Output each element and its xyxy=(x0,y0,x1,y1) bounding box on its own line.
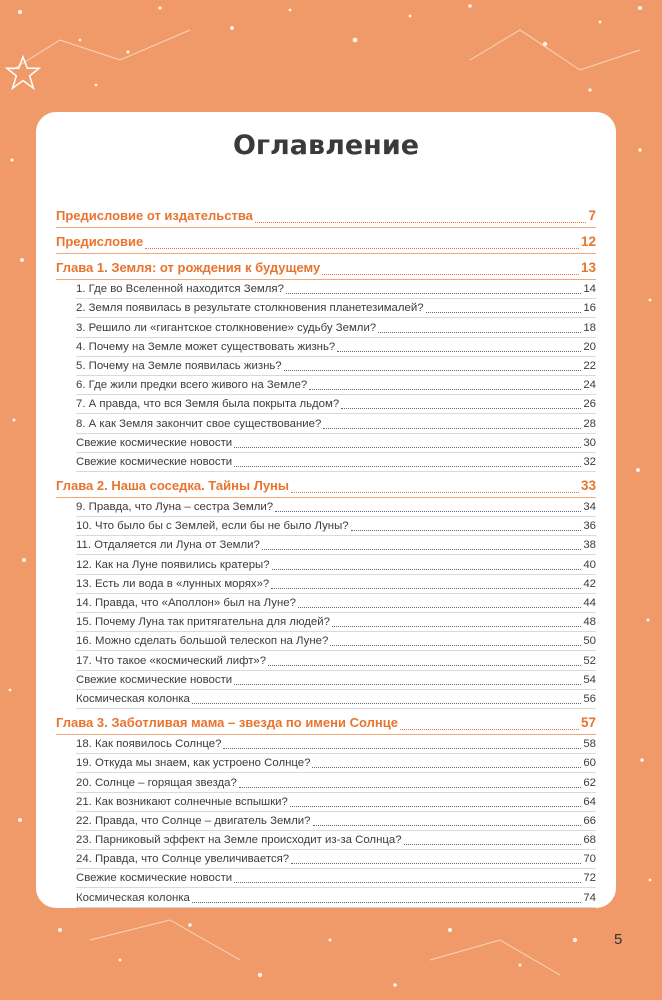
toc-entry-page: 24 xyxy=(583,379,596,392)
dot-leader xyxy=(192,902,581,903)
toc-entry-page: 36 xyxy=(583,520,596,533)
toc-entry-title: 6. Где жили предки всего живого на Земле? xyxy=(76,379,308,392)
toc-item-entry[interactable] xyxy=(76,793,596,812)
toc-entry-page: 26 xyxy=(583,398,596,411)
dot-leader xyxy=(234,447,581,448)
toc-entry-title: Свежие космические новости xyxy=(76,673,233,686)
toc-chapter-entry[interactable] xyxy=(56,709,596,735)
toc-entry-title: Свежие космические новости xyxy=(76,455,233,468)
toc-entry-page: 66 xyxy=(583,814,596,827)
toc-entry-page: 14 xyxy=(583,283,596,296)
dot-leader xyxy=(298,607,581,608)
toc-item-entry[interactable] xyxy=(76,735,596,754)
toc-item-entry[interactable] xyxy=(76,651,596,670)
dot-leader xyxy=(284,370,582,371)
toc-entry-title: 18. Как появилось Солнце? xyxy=(76,738,222,751)
toc-entry-title: Космическая колонка xyxy=(76,692,190,705)
toc-chapter-entry[interactable] xyxy=(56,254,596,280)
dot-leader xyxy=(286,293,581,294)
dot-leader xyxy=(378,332,581,333)
dot-leader xyxy=(192,703,581,704)
toc-entry-title: 11. Отдаляется ли Луна от Земли? xyxy=(76,539,260,552)
toc-entry-title: 24. Правда, что Солнце увеличивается? xyxy=(76,853,290,866)
dot-leader xyxy=(291,492,579,493)
dot-leader xyxy=(332,626,581,627)
toc-item-entry[interactable] xyxy=(76,812,596,831)
dot-leader xyxy=(145,248,579,249)
toc-entry-title: 19. Откуда мы знаем, как устроено Солнце? xyxy=(76,757,311,770)
toc-entry-page: 42 xyxy=(583,577,596,590)
toc-entry-page: 40 xyxy=(583,558,596,571)
toc-entry-page: 58 xyxy=(583,738,596,751)
toc-entry-title: 5. Почему на Земле появилась жизнь? xyxy=(76,359,282,372)
toc-entry-page: 52 xyxy=(583,654,596,667)
toc-item-entry[interactable] xyxy=(76,517,596,536)
toc-entry-title: 20. Солнце – горящая звезда? xyxy=(76,776,237,789)
dot-leader xyxy=(239,787,582,788)
toc-entry-page: 68 xyxy=(583,834,596,847)
toc-entry-page: 62 xyxy=(583,776,596,789)
toc-entry-page: 50 xyxy=(583,635,596,648)
dot-leader xyxy=(234,882,581,883)
dot-leader xyxy=(268,665,581,666)
dot-leader xyxy=(404,844,582,845)
dot-leader xyxy=(313,825,582,826)
dot-leader xyxy=(400,729,579,730)
toc-entry-title: 2. Земля появилась в результате столкновения планетезималей? xyxy=(76,302,424,315)
toc-entry-page: 12 xyxy=(580,234,596,249)
toc-entry-title: 4. Почему на Земле может существовать жизнь? xyxy=(76,340,336,353)
dot-leader xyxy=(312,767,581,768)
toc-entry-page: 57 xyxy=(580,714,596,730)
dot-leader xyxy=(330,645,581,646)
toc-entry-page: 70 xyxy=(583,853,596,866)
toc-item-entry[interactable] xyxy=(76,357,596,376)
toc-entry-title: 16. Можно сделать большой телескоп на Луне? xyxy=(76,635,329,648)
toc-entry-page: 13 xyxy=(580,260,596,275)
toc-entry-title: 13. Есть ли вода в «лунных морях»? xyxy=(76,577,270,590)
toc-entry-page: 16 xyxy=(583,302,596,315)
toc-entry-page: 7 xyxy=(588,208,596,223)
dot-leader xyxy=(271,588,581,589)
toc-entry-title: Свежие космические новости xyxy=(76,872,233,885)
toc-entry-title: 7. А правда, что вся Земля была покрыта льдом? xyxy=(76,398,340,411)
toc-entry-title: Глава 1. Земля: от рождения к будущему xyxy=(56,260,321,275)
table-of-contents-card xyxy=(36,112,616,908)
toc-entry-page: 33 xyxy=(580,477,596,493)
toc-item-entry[interactable] xyxy=(76,632,596,651)
toc-item-entry[interactable] xyxy=(76,555,596,574)
toc-entry-title: Глава 2. Наша соседка. Тайны Луны xyxy=(56,477,290,493)
toc-entry-page: 18 xyxy=(583,321,596,334)
dot-leader xyxy=(337,351,581,352)
toc-item-entry[interactable] xyxy=(76,434,596,453)
dot-leader xyxy=(262,549,581,550)
toc-entry-page: 72 xyxy=(583,872,596,885)
toc-item-entry[interactable] xyxy=(76,498,596,517)
toc-entry-page: 28 xyxy=(583,417,596,430)
toc-entry-title: 17. Что такое «космический лифт»? xyxy=(76,654,267,667)
toc-item-entry[interactable] xyxy=(76,754,596,773)
dot-leader xyxy=(322,274,579,275)
toc-entry-title: 3. Решило ли «гигантское столкновение» судьбу Земли? xyxy=(76,321,377,334)
toc-entry-page: 48 xyxy=(583,616,596,629)
toc-item-entry[interactable] xyxy=(76,850,596,869)
toc-item-entry[interactable] xyxy=(76,888,596,907)
toc-item-entry[interactable] xyxy=(76,773,596,792)
toc-entry-title: 9. Правда, что Луна – сестра Земли? xyxy=(76,501,274,514)
dot-leader xyxy=(290,806,581,807)
toc-entry-title: 23. Парниковый эффект на Земле происходит из-за Солнца? xyxy=(76,834,402,847)
toc-item-entry[interactable] xyxy=(76,376,596,395)
dot-leader xyxy=(341,408,581,409)
toc-entry-title: 21. Как возникают солнечные вспышки? xyxy=(76,795,288,808)
toc-item-entry[interactable] xyxy=(76,671,596,690)
dot-leader xyxy=(291,863,581,864)
toc-entry-title: 15. Почему Луна так притягательна для людей? xyxy=(76,616,330,629)
toc-entry-page: 20 xyxy=(583,340,596,353)
dot-leader xyxy=(275,511,581,512)
toc-entry-title: 1. Где во Вселенной находится Земля? xyxy=(76,283,284,296)
dot-leader xyxy=(223,748,581,749)
dot-leader xyxy=(234,684,581,685)
toc-entry-title: 8. А как Земля закончит свое существование? xyxy=(76,417,322,430)
dot-leader xyxy=(309,389,581,390)
toc-item-entry[interactable] xyxy=(76,690,596,709)
dot-leader xyxy=(272,569,582,570)
toc-item-entry[interactable] xyxy=(76,414,596,433)
toc-entry-title: 22. Правда, что Солнце – двигатель Земли? xyxy=(76,814,311,827)
toc-list xyxy=(56,202,596,908)
toc-entry-title: 10. Что было бы с Землей, если бы не было Луны? xyxy=(76,520,349,533)
toc-item-entry[interactable] xyxy=(76,338,596,357)
page-title: Оглавление xyxy=(232,130,420,161)
toc-entry-page: 38 xyxy=(583,539,596,552)
toc-entry-page: 74 xyxy=(583,891,596,904)
toc-entry-title: Предисловие xyxy=(56,234,144,249)
dot-leader xyxy=(234,466,581,467)
toc-entry-page: 22 xyxy=(583,359,596,372)
dot-leader xyxy=(351,530,582,531)
toc-entry-page: 44 xyxy=(583,597,596,609)
toc-item-entry[interactable] xyxy=(76,594,596,613)
toc-item-entry[interactable] xyxy=(76,299,596,318)
toc-item-entry[interactable] xyxy=(76,831,596,850)
toc-chapter-entry[interactable] xyxy=(56,472,596,498)
toc-entry-page: 54 xyxy=(583,673,596,686)
toc-entry-title: Глава 3. Заботливая мама – звезда по имени Солнце xyxy=(56,714,398,730)
toc-entry-page: 60 xyxy=(583,757,596,770)
toc-item-entry[interactable] xyxy=(76,318,596,337)
dot-leader xyxy=(426,312,582,313)
toc-entry-page: 34 xyxy=(583,501,596,514)
toc-item-entry[interactable] xyxy=(76,869,596,888)
toc-entry-page: 56 xyxy=(583,692,596,705)
page-number: 5 xyxy=(614,931,623,948)
toc-entry-page: 64 xyxy=(583,795,596,808)
dot-leader xyxy=(255,222,587,223)
toc-item-entry[interactable] xyxy=(76,395,596,414)
dot-leader xyxy=(323,428,581,429)
toc-item-entry[interactable] xyxy=(76,613,596,632)
toc-entry-title: Свежие космические новости xyxy=(76,436,233,449)
toc-entry-title: Предисловие от издательства xyxy=(56,208,253,223)
toc-entry-title: 12. Как на Луне появились кратеры? xyxy=(76,558,270,571)
toc-item-entry[interactable] xyxy=(76,453,596,472)
toc-item-entry[interactable] xyxy=(76,280,596,299)
toc-entry-page: 30 xyxy=(583,436,596,449)
toc-chapter-entry[interactable] xyxy=(56,202,596,228)
toc-chapter-entry[interactable] xyxy=(56,228,596,254)
toc-entry-title: 14. Правда, что «Аполлон» был на Луне? xyxy=(76,597,296,609)
toc-entry-page: 32 xyxy=(583,455,596,468)
toc-item-entry[interactable] xyxy=(76,536,596,555)
toc-item-entry[interactable] xyxy=(76,575,596,594)
toc-entry-title: Космическая колонка xyxy=(76,891,190,904)
star-outline-icon xyxy=(4,54,42,92)
